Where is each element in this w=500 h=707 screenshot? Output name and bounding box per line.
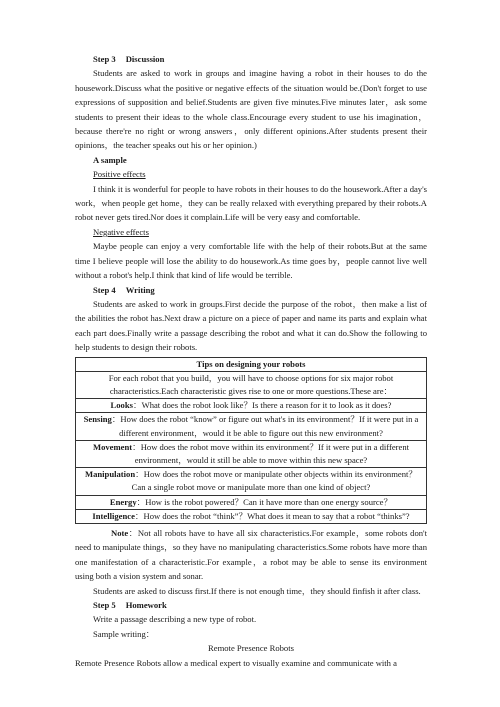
tips-row-looks [76,399,427,413]
note-paragraph [75,526,427,584]
tips-term: Intelligence [92,510,135,521]
step4-number: Step 4 [93,284,116,295]
sample-heading: A sample [93,154,127,165]
note-text: ：Not all robots have to have all six characteristics.For example，some robots don't need to manipulate things，so they have no manipulating characteristics.Some robots have more than one manifestation of a characteristic.For example，a robot may be able to sense its environment using both a vision system and sonar. [75,527,427,582]
tips-row-movement [76,440,427,467]
tips-desc: ：How does the robot move within its environment？If it were put in a different environment，would it still be able to move within this new space? [132,441,410,465]
tips-row-intelligence [76,509,427,523]
step4-paragraph: Students are asked to work in groups.First decide the purpose of the robot，then make a list of the abilities the robot has.Next draw a picture on a piece of paper and name its parts and explain what each part does.Finally write a passage describing the robot and what it can do.Show the following to help students to design their robots. [75,298,427,353]
tips-row-sensing [76,413,427,440]
sample-writing-text: Remote Presence Robots allow a medical expert to visually examine and communicate with a [75,657,397,668]
step3-number: Step 3 [93,54,116,64]
tips-desc: ：What does the robot look like？Is there a reason for it to look as it does? [132,400,392,411]
step5-title: Homework [125,600,167,610]
tips-term: Manipulation [84,469,136,480]
positive-effects-heading: Positive effects [93,169,146,180]
tips-desc: ：How does the robot move or manipulate other objects within its environment？Can a single robot move or manipulate more than one kind of object? [131,469,418,493]
negative-effects-heading: Negative effects [93,226,149,237]
step3-title: Discussion [125,54,165,64]
step4-title: Writing [125,284,155,295]
tips-desc: ：How is the robot powered？Can it have more than one energy source？ [136,496,393,507]
positive-effects-text: I think it is wonderful for people to have robots in their houses to do the housework.After a day's work，when people get home，they can be really relaxed with everything prepared by their robots.A robot never gets tired.Nor does it complain.Life will be very easy and comfortable. [75,183,427,223]
tips-table [75,357,427,524]
tips-term: Movement [92,441,133,452]
tips-desc: ：How does the robot “know” or figure out what's in its environment？If it were put in a different environment，would it be able to figure out this new environment? [111,414,419,438]
tips-desc: ：How does the robot “think”？What does it mean to say that a robot “thinks”? [134,510,410,521]
step3-heading [75,52,427,66]
note-followup: Students are asked to discuss first.If there is not enough time，they should finfish it after class. [93,585,421,596]
tips-term: Energy [109,496,137,507]
step5-heading [75,598,427,612]
tips-intro: For each robot that you build，you will have to choose options for six major robot characteristics.Each characteristic gives rise to one or more questions.These are： [76,371,427,398]
step3-paragraph: Students are asked to work in groups and imagine having a robot in their houses to do the housework.Discuss what the positive or negative effects of the situation would be.(Don't forget to use expressions of supposition and belief.Students are given five minutes.Five minutes later，ask some students to present their ideas to the whole class.Encourage every student to use his imagination，because there're no right or wrong answers，only different opinions.After students present their opinions，the teacher speaks out his or her opinion.) [75,68,427,151]
tips-title: Tips on designing your robots [76,357,427,371]
tips-row-energy [76,495,427,509]
negative-effects-text: Maybe people can enjoy a very comfortable life with the help of their robots.But at the same time I believe people will lose the ability to do housework.As time goes by，people cannot live well without a robot's help.I think that kind of life would be terrible. [75,241,427,281]
tips-term: Sensing [83,414,112,425]
tips-term: Looks [110,400,133,411]
homework-line1: Write a passage describing a new type of robot. [93,614,257,625]
document-page [75,52,427,670]
note-label: Note [111,527,129,538]
sample-writing-title: Remote Presence Robots [208,643,294,654]
step5-number: Step 5 [93,600,116,610]
homework-line2: Sample writing： [93,628,155,639]
step4-heading [75,283,427,297]
tips-row-manipulation [76,468,427,495]
